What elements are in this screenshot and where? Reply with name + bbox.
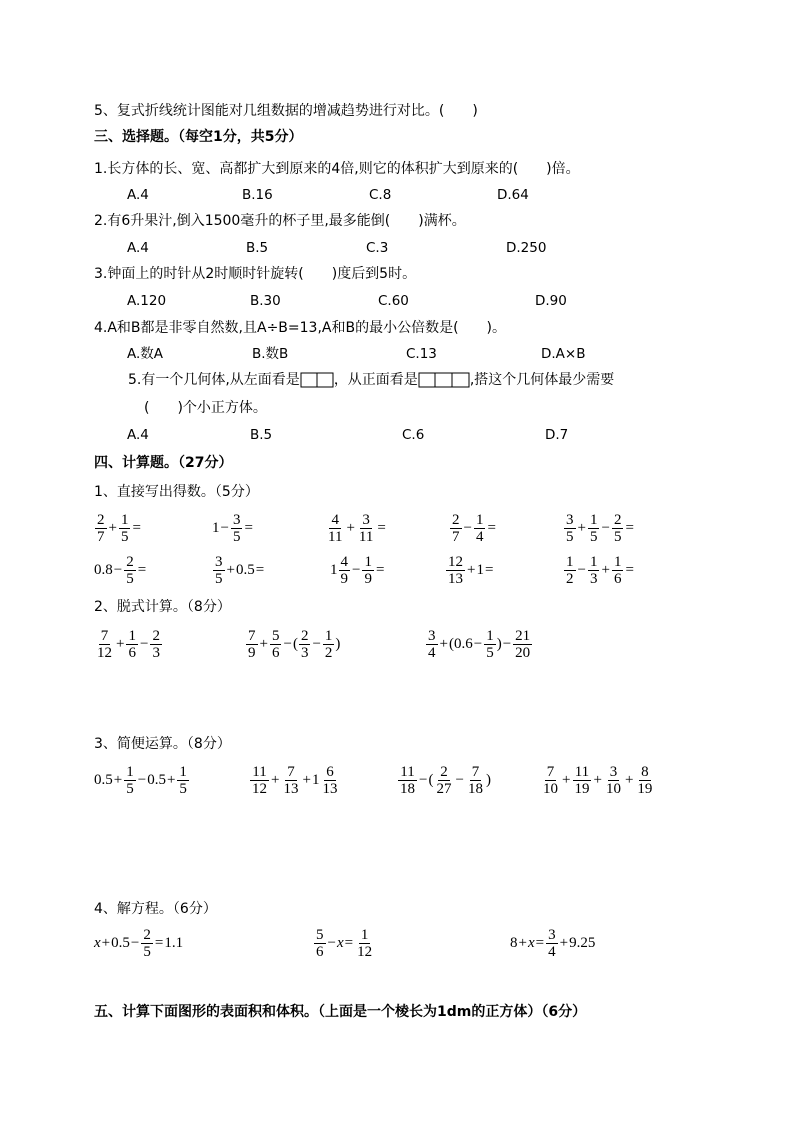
calc-item: $\frac{11}{18}$ − ( $\frac{2}{27}$ − $\frac{7}{18}$ ) bbox=[400, 763, 491, 797]
equation-item: 8 + x = $\frac{3}{4}$ + 9.25 bbox=[510, 926, 596, 960]
mc5-option-a: A.4 bbox=[127, 427, 149, 443]
mc3-option-b: B.30 bbox=[250, 293, 281, 309]
fraction: $\frac{11}{18}$ bbox=[400, 763, 415, 797]
fraction: $\frac{1}{3}$ bbox=[589, 553, 598, 587]
fraction: $\frac{2}{3}$ bbox=[300, 627, 309, 661]
fraction: $\frac{7}{18}$ bbox=[467, 763, 483, 797]
sec4-sub2-title: 2、脱式计算。（8分） bbox=[94, 599, 231, 615]
mc4-option-b: B.数B bbox=[252, 346, 289, 362]
mc1-option-c: C.8 bbox=[369, 187, 392, 203]
mc3-option-d: D.90 bbox=[535, 293, 567, 309]
equation-item: x + 0.5 − $\frac{2}{5}$ = 1.1 bbox=[94, 926, 184, 960]
calc-item: $\frac{4}{11}$ + $\frac{3}{11}$ = bbox=[328, 511, 386, 545]
mc3-option-a: A.120 bbox=[127, 293, 167, 309]
mc5-text-c: ,搭这个几何体最少需要 bbox=[469, 372, 615, 388]
calc-item: $\frac{12}{13}$ + 1 = bbox=[448, 553, 494, 587]
fraction: $\frac{21}{20}$ bbox=[515, 627, 531, 661]
mc1-option-b: B.16 bbox=[242, 187, 273, 203]
three-square-view-icon bbox=[418, 372, 470, 388]
calc-item: $\frac{3}{5}$ + 0.5 = bbox=[215, 553, 265, 587]
fraction: $\frac{11}{12}$ bbox=[252, 763, 267, 797]
mc-question-4: 4.A和B都是非零自然数,且A÷B=13,A和B的最小公倍数是( )。 bbox=[94, 320, 507, 336]
fraction: $\frac{1}{5}$ bbox=[589, 511, 598, 545]
mc-question-5 bbox=[128, 371, 614, 389]
section-5-title: 五、计算下面图形的表面积和体积。（上面是一个棱长为1dm的正方体）（6分） bbox=[94, 1004, 587, 1020]
fraction: $\frac{7}{12}$ bbox=[97, 627, 112, 661]
mc5-text-d: ( )个小正方体。 bbox=[144, 400, 267, 416]
fraction: $\frac{7}{10}$ bbox=[543, 763, 558, 797]
mc-question-2: 2.有6升果汁,倒入1500毫升的杯子里,最多能倒( )满杯。 bbox=[94, 213, 466, 229]
fraction: $\frac{2}{3}$ bbox=[152, 627, 160, 661]
fraction: $\frac{8}{19}$ bbox=[637, 763, 653, 797]
mc4-option-a: A.数A bbox=[127, 346, 164, 362]
fraction: $\frac{2}{5}$ bbox=[126, 553, 134, 587]
fraction: $\frac{1}{2}$ bbox=[324, 627, 333, 661]
fraction: $\frac{3}{11}$ bbox=[358, 511, 374, 545]
calc-item: 0.5 + $\frac{1}{5}$ − 0.5 + $\frac{1}{5}$ bbox=[94, 763, 187, 797]
fraction: $\frac{4}{9}$ bbox=[340, 553, 348, 587]
fraction: $\frac{1}{2}$ bbox=[566, 553, 574, 587]
fraction: $\frac{2}{5}$ bbox=[143, 926, 151, 960]
sec4-sub4-title: 4、解方程。（6分） bbox=[94, 901, 217, 917]
calc-item: $\frac{7}{10}$ + $\frac{11}{19}$ + $\frac{3}{10}$ + $\frac{8}{19}$ bbox=[543, 763, 653, 797]
calc-item: $\frac{7}{9}$ + $\frac{5}{6}$ − ( $\frac{2}{3}$ − $\frac{1}{2}$ ) bbox=[248, 627, 341, 661]
fraction: $\frac{2}{5}$ bbox=[613, 511, 622, 545]
mc5-option-d: D.7 bbox=[545, 427, 569, 443]
fraction: $\frac{7}{13}$ bbox=[283, 763, 299, 797]
fraction: $\frac{1}{5}$ bbox=[126, 763, 134, 797]
fraction: $\frac{2}{7}$ bbox=[452, 511, 460, 545]
calc-item: $\frac{7}{12}$ + $\frac{1}{6}$ − $\frac{2}{3}$ bbox=[97, 627, 160, 661]
mc2-option-a: A.4 bbox=[127, 240, 149, 256]
fraction: $\frac{3}{4}$ bbox=[428, 627, 436, 661]
fraction: $\frac{3}{5}$ bbox=[215, 553, 223, 587]
mc5-text-a: 5.有一个几何体,从左面看是 bbox=[128, 372, 300, 388]
mc5-text-b: ，从正面看是 bbox=[333, 372, 418, 388]
mc1-option-d: D.64 bbox=[497, 187, 529, 203]
mc5-option-c: C.6 bbox=[402, 427, 425, 443]
fraction: $\frac{3}{5}$ bbox=[566, 511, 574, 545]
fraction: $\frac{1}{6}$ bbox=[128, 627, 136, 661]
mc5-option-b: B.5 bbox=[250, 427, 273, 443]
calc-item: 0.8 − $\frac{2}{5}$ = bbox=[94, 553, 147, 587]
fraction: $\frac{1}{9}$ bbox=[364, 553, 372, 587]
sec4-sub1-title: 1、直接写出得数。（5分） bbox=[94, 484, 259, 500]
mc2-option-c: C.3 bbox=[366, 240, 389, 256]
section-3-title: 三、选择题。（每空1分，共5分） bbox=[94, 129, 303, 145]
fraction: $\frac{12}{13}$ bbox=[448, 553, 463, 587]
fraction: $\frac{3}{4}$ bbox=[548, 926, 556, 960]
calc-item: $\frac{1}{2}$ − $\frac{1}{3}$ + $\frac{1}{6}$ = bbox=[566, 553, 634, 587]
fraction: $\frac{3}{10}$ bbox=[605, 763, 621, 797]
calc-item: $\frac{3}{4}$ + (0.6 − $\frac{1}{5}$ ) − $\frac{21}{20}$ bbox=[428, 627, 531, 661]
mc1-option-a: A.4 bbox=[127, 187, 149, 203]
fraction: $\frac{1}{4}$ bbox=[475, 511, 484, 545]
calc-item: 1 $\frac{4}{9}$ − $\frac{1}{9}$ = bbox=[330, 553, 385, 587]
calc-item: $\frac{11}{12}$ + $\frac{7}{13}$ + 1 $\frac{6}{13}$ bbox=[252, 763, 338, 797]
calc-item: $\frac{2}{7}$ + $\frac{1}{5}$ = bbox=[97, 511, 141, 545]
mc2-option-d: D.250 bbox=[506, 240, 547, 256]
mc2-option-b: B.5 bbox=[246, 240, 269, 256]
calc-item: $\frac{2}{7}$ − $\frac{1}{4}$ = bbox=[452, 511, 496, 545]
fraction: $\frac{3}{5}$ bbox=[232, 511, 241, 545]
mc3-option-c: C.60 bbox=[378, 293, 409, 309]
equation-item: $\frac{5}{6}$ − x = $\frac{1}{12}$ bbox=[316, 926, 373, 960]
fraction: $\frac{6}{13}$ bbox=[322, 763, 338, 797]
fraction: $\frac{5}{6}$ bbox=[316, 926, 324, 960]
tf-question-5: 5、复式折线统计图能对几组数据的增减趋势进行对比。( ) bbox=[94, 103, 478, 119]
fraction: $\frac{11}{19}$ bbox=[574, 763, 590, 797]
mc4-option-d: D.A×B bbox=[541, 346, 586, 362]
mc-question-1: 1.长方体的长、宽、高都扩大到原来的4倍,则它的体积扩大到原来的( )倍。 bbox=[94, 161, 580, 177]
fraction: $\frac{1}{12}$ bbox=[357, 926, 373, 960]
fraction: $\frac{1}{6}$ bbox=[613, 553, 622, 587]
fraction: $\frac{5}{6}$ bbox=[271, 627, 280, 661]
calc-item: $\frac{3}{5}$ + $\frac{1}{5}$ − $\frac{2}{5}$ = bbox=[566, 511, 634, 545]
fraction: $\frac{2}{7}$ bbox=[97, 511, 105, 545]
fraction: $\frac{7}{9}$ bbox=[248, 627, 256, 661]
section-4-title: 四、计算题。（27分） bbox=[94, 455, 233, 471]
fraction: $\frac{4}{11}$ bbox=[328, 511, 343, 545]
fraction: $\frac{2}{27}$ bbox=[436, 763, 452, 797]
two-square-view-icon bbox=[300, 372, 334, 388]
fraction: $\frac{1}{5}$ bbox=[179, 763, 187, 797]
fraction: $\frac{1}{5}$ bbox=[486, 627, 494, 661]
fraction: $\frac{1}{5}$ bbox=[120, 511, 129, 545]
calc-item: 1 − $\frac{3}{5}$ = bbox=[212, 511, 253, 545]
mc4-option-c: C.13 bbox=[406, 346, 437, 362]
mc-question-3: 3.钟面上的时针从2时顺时针旋转( )度后到5时。 bbox=[94, 266, 417, 282]
sec4-sub3-title: 3、简便运算。（8分） bbox=[94, 736, 231, 752]
